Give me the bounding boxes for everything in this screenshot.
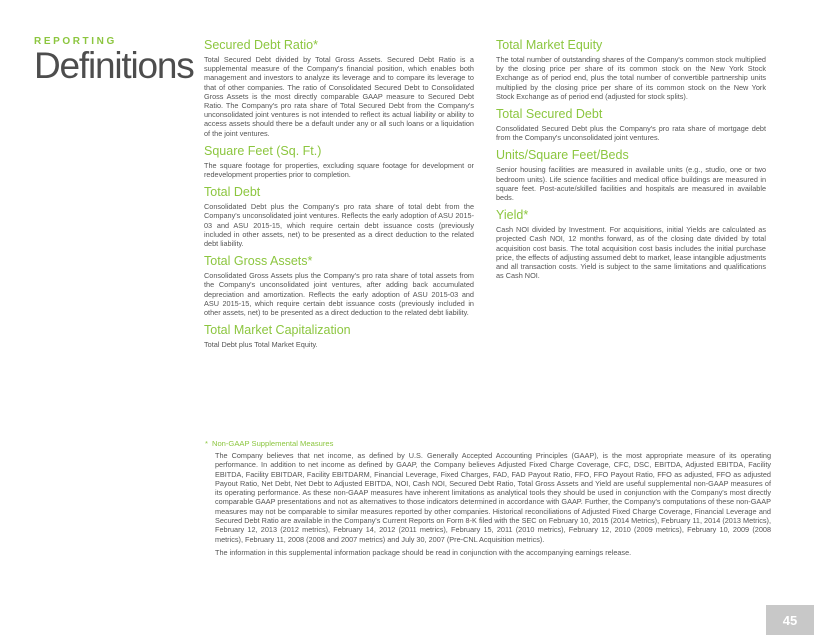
page-title: Definitions [34,45,194,86]
term-total-gross-assets [204,254,474,317]
term-heading: Total Debt [204,185,261,200]
footnote-paragraph: The information in this supplemental information package should be read in conjunction with the accompanying earnings release. [215,547,632,557]
term-body: Cash NOI divided by Investment. For acquisitions, initial Yields are calculated as projected Cash NOI, 12 months forward, as of the closing date divided by total acquisition cost basis. The total acquisition cost basis includes the initial purchase price, the effects of adjusting assumed debt to market, lease intangible adjustments and all transaction costs. Yield is subject to the same limitations and qualifications as Cash NOI. [496,225,766,281]
term-total-market-equity [496,38,766,101]
term-body: The square footage for properties, excluding square footage for development or redevelopment properties prior to completion. [204,160,474,180]
term-heading: Total Market Equity [496,38,603,52]
right-column [496,38,766,286]
footnote-title: Non-GAAP Supplemental Measures [211,439,334,448]
term-body: Senior housing facilities are measured in available units (e.g., studio, one or two bedroom units). Life science facilities and medical office buildings are measured in square feet. Post-acute/skilled facilities and hospitals are measured in available beds. [496,165,766,203]
section-kicker: REPORTING [34,36,117,47]
footnote-paragraph: The Company believes that net income, as defined by U.S. Generally Accepted Accounting Principles (GAAP), is the most appropriate measure of its operating performance. In addition to net income as defined by GAAP, the Company believes Adjusted Fixed Charge Coverage, CFC, DSC, EBITDA, Adjusted EBITDA, Facility EBITDA, Facility EBITDAR, Facility EBITDARM, Financial Leverage, Fixed Charges, FAD, FAD Payout Ratio, FFO, FFO Payout Ratio, FFO as adjusted, FFO as adjusted Payout Ratio, Net Debt, Net Debt to Adjusted EBITDA, NOI, Cash NOI, Secured Debt Ratio, Total Gross Assets and Yield are useful supplemental non-GAAP measures of its operating performance. As these non-GAAP measures have inherent limitations as analytical tools they should be used in conjunction with the Company's most directly comparable GAAP presentations and not as alternatives to those indicators determined in accordance with GAAP. Further, the Company's computations of these non-GAAP measures may not be comparable to similar measures reported by other companies. Historical reconciliations of Adjusted Fixed Charge Coverage, Financial Leverage and Secured Debt Ratio are available in the Company's Current Reports on Form 8-K filed with the SEC on February 10, 2015 (2014 Metrics), February 11, 2014 (2013 Metrics), February 12, 2013 (2012 metrics), February 14, 2012 (2011 metrics), February 15, 2011 (2010 metrics), February 12, 2010 (2009 metrics), February 10, 2009 (2008 metrics), February 11, 2008 (2008 and 2007 metrics) and July 30, 2007 (Pre-CNL Acquisition metrics). [215,451,771,544]
term-total-debt [204,185,474,248]
page-number: 45 [782,612,798,628]
term-heading: Total Gross Assets* [204,254,313,269]
left-column [204,38,474,355]
term-heading: Yield* [496,208,529,223]
footnotes [205,439,771,561]
term-heading: Square Feet (Sq. Ft.) [204,143,322,158]
page-number-badge [766,605,814,635]
page-header [34,36,194,87]
term-total-market-capitalization [204,323,474,349]
term-body: Total Secured Debt divided by Total Gross Assets. Secured Debt Ratio is a supplemental measure of the Company's financial position, which enables both management and investors to analyze its leverage and to compare its leverage to that of other companies. The ratio of Consolidated Secured Debt to Consolidated Gross Assets is the most directly comparable GAAP measure to Secured Debt Ratio. The Company's pro rata share of Total Secured Debt from the Company's unconsolidated joint ventures is not intended to reflect its actual liability or ability to access assets should there be a default under any or all such loans or a liquidation of the joint ventures. [204,55,474,138]
term-body: The total number of outstanding shares of the Company's common stock multiplied by the closing price per share of its common stock on the New York Stock Exchange as of period end, plus the total number of convertible partnership units multiplied by the closing price per share of its common stock on the New York Stock Exchange as of period end (adjusted for stock splits). [496,55,766,101]
term-heading: Total Market Capitalization [204,323,351,338]
term-body: Consolidated Gross Assets plus the Company's pro rata share of total assets from the Company's unconsolidated joint ventures, after adding back accumulated depreciation and amortization. Reflects the early adoption of ASU 2015-03 and ASU 2015-15, which require certain debt issuance costs (previously included in other assets, net) to be presented as a direct deduction to the related debt liability. [204,271,474,318]
term-yield [496,208,766,280]
term-body: Consolidated Secured Debt plus the Company's pro rata share of mortgage debt from the Company's unconsolidated joint ventures. [496,124,766,143]
term-body: Consolidated Debt plus the Company's pro rata share of total debt from the Company's unconsolidated joint ventures. Reflects the early adoption of ASU 2015-03 and ASU 2015-15, which require certain debt issuance costs (previously included in other assets, net) to be presented as a direct deduction to the related debt liability. [204,202,474,249]
footnote-marker: * [205,439,208,448]
term-body: Total Debt plus Total Market Equity. [204,340,318,350]
term-heading: Total Secured Debt [496,107,603,122]
term-secured-debt-ratio [204,38,474,138]
footnote-heading [205,439,771,448]
term-total-secured-debt [496,107,766,142]
term-heading: Units/Square Feet/Beds [496,148,629,163]
term-heading: Secured Debt Ratio* [204,38,318,52]
term-square-feet [204,144,474,179]
term-units-square-feet-beds [496,148,766,202]
